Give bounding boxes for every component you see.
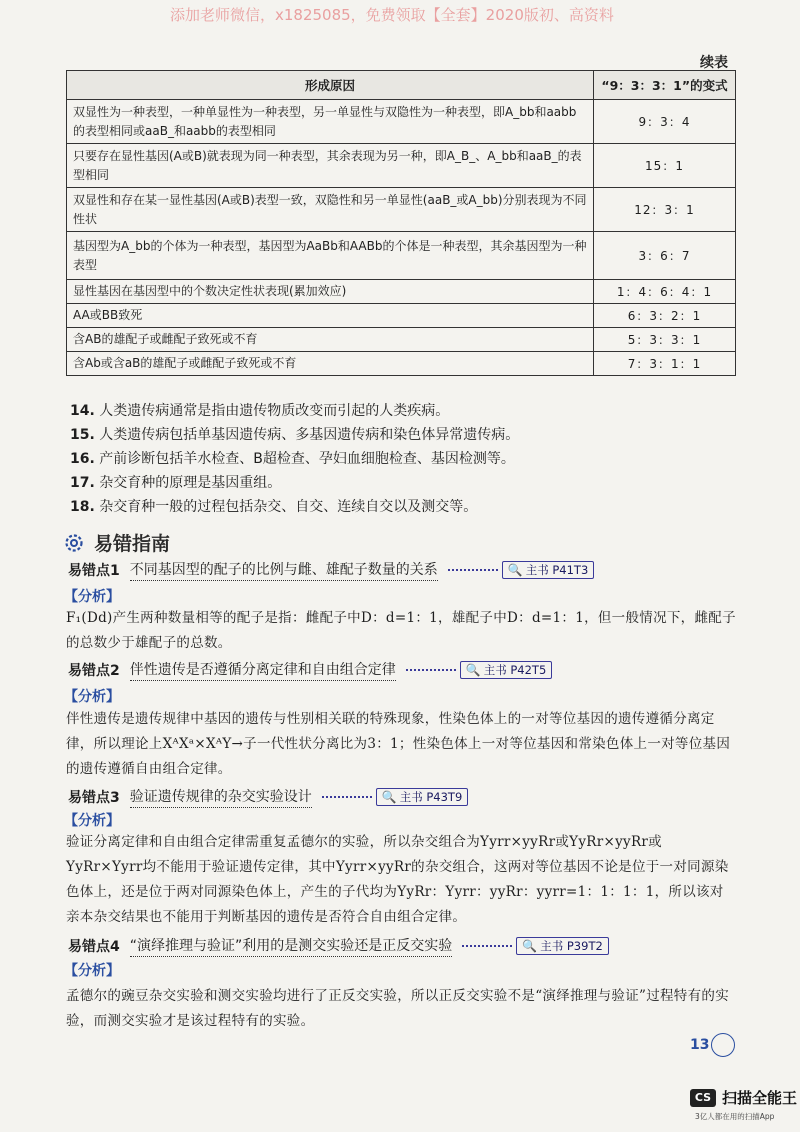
table-row	[67, 328, 736, 352]
item-text: 人类遗传病包括单基因遗传病、多基因遗传病和染色体异常遗传病。	[99, 427, 520, 443]
magnifier-icon: 🔍	[465, 663, 481, 677]
table-row	[67, 232, 736, 280]
book-reference[interactable]	[376, 788, 469, 806]
cs-logo-icon: CS	[690, 1089, 716, 1107]
item-text: 人类遗传病通常是指由遗传物质改变而引起的人类疾病。	[99, 403, 450, 419]
table-cell-cause: 双显性和存在某一显性基因(A或B)表型一致，双隐性和另一单显性(aaB_或A_bb)分别表现为不同性状	[67, 188, 594, 232]
table-cell-ratio: 6：3：2：1	[594, 304, 736, 328]
analysis-label: 【分析】	[64, 689, 120, 705]
book-reference[interactable]	[460, 661, 553, 679]
item-number: 17.	[70, 475, 95, 491]
knowledge-list	[70, 399, 740, 519]
analysis-label: 【分析】	[64, 589, 120, 605]
error-title: 验证遗传规律的杂交实验设计	[130, 786, 312, 808]
book-reference[interactable]	[516, 937, 609, 955]
analysis-label: 【分析】	[64, 813, 120, 829]
page-number-ornament	[711, 1033, 735, 1057]
table-cell-ratio: 1：4：6：4：1	[594, 280, 736, 304]
magnifier-icon: 🔍	[522, 939, 538, 953]
leader-dots	[322, 796, 372, 798]
table-row	[67, 304, 736, 328]
error-tag: 易错点1	[68, 563, 120, 579]
section-heading	[62, 529, 170, 556]
book-reference-text: 主书 P42T5	[483, 663, 547, 677]
error-point-header	[68, 659, 552, 681]
analysis-label: 【分析】	[64, 963, 120, 979]
list-item	[70, 399, 740, 423]
analysis-text: F₁(Dd)产生两种数量相等的配子是指：雌配子中D：d=1：1，雄配子中D：d=1：1，但一般情况下，雌配子的总数少于雄配子的总数。	[66, 610, 736, 651]
analysis-text: 验证分离定律和自由组合定律需重复孟德尔的实验，所以杂交组合为Yyrr×yyRr或YyRr×yyRr或YyRr×Yyrr均不能用于验证遗传定律，其中Yyrr×yyRr的杂交组合，这两对等位基因不论是位于一对同源染色体上，还是位于两对同源染色体上，产生的子代均为YyRr：Yyrr：yyRr：yyrr=1：1：1：1，所以该对亲本杂交结果也不能用于判断基因的遗传是否符合自由组合定律。	[66, 834, 729, 925]
item-number: 18.	[70, 499, 95, 515]
analysis-text: 伴性遗传是遗传规律中基因的遗传与性别相关联的特殊现象，性染色体上的一对等位基因的遗传遵循分离定律，所以理论上XᴬXᵃ×XᴬY→子一代性状分离比为3：1；性染色体上一对等位基因和常染色体上一对等位基因的遗传遵循自由组合定律。	[66, 711, 731, 777]
magnifier-icon: 🔍	[507, 563, 523, 577]
table-cell-cause: 含Ab或含aB的雄配子或雌配子致死或不育	[67, 352, 594, 376]
table-cell-ratio: 7：3：1：1	[594, 352, 736, 376]
list-item	[70, 495, 740, 519]
magnifier-icon: 🔍	[381, 790, 397, 804]
item-number: 16.	[70, 451, 95, 467]
error-tag: 易错点4	[68, 939, 120, 955]
watermark-text: 添加老师微信，x1825085，免费领取【全套】2020版初、高资料	[170, 6, 614, 24]
table-row	[67, 352, 736, 376]
table-cell-cause: AA或BB致死	[67, 304, 594, 328]
error-title: 伴性遗传是否遵循分离定律和自由组合定律	[130, 659, 396, 681]
page-number-text: 13	[690, 1037, 710, 1053]
error-title: “演绎推理与验证”利用的是测交实验还是正反交实验	[130, 935, 453, 957]
scanner-brand-logo	[690, 1087, 797, 1108]
list-item	[70, 471, 740, 495]
item-number: 15.	[70, 427, 95, 443]
error-title: 不同基因型的配子的比例与雌、雄配子数量的关系	[130, 559, 438, 581]
error-tag: 易错点2	[68, 663, 120, 679]
book-reference[interactable]	[502, 561, 595, 579]
brand-name: 扫描全能王	[722, 1089, 798, 1107]
table-header-row	[67, 71, 736, 100]
page-number	[690, 1033, 735, 1057]
table-cell-ratio: 15：1	[594, 144, 736, 188]
table-cell-ratio: 9：3：4	[594, 100, 736, 144]
error-tag: 易错点3	[68, 790, 120, 806]
item-number: 14.	[70, 403, 95, 419]
list-item	[70, 447, 740, 471]
error-point-header	[68, 935, 609, 957]
table-cell-cause: 基因型为A_bb的个体为一种表型，基因型为AaBb和AABb的个体是一种表型，其余基因型为一种表型	[67, 232, 594, 280]
item-text: 杂交育种一般的过程包括杂交、自交、连续自交以及测交等。	[99, 499, 478, 515]
leader-dots	[462, 945, 512, 947]
item-text: 杂交育种的原理是基因重组。	[99, 475, 282, 491]
brand-slogan: 3亿人都在用的扫描App	[695, 1112, 775, 1121]
item-text: 产前诊断包括羊水检查、B超检查、孕妇血细胞检查、基因检测等。	[99, 451, 515, 467]
table-cell-cause: 双显性为一种表型，一种单显性为一种表型，另一单显性与双隐性为一种表型，即A_bb和aabb的表型相同或aaB_和aabb的表型相同	[67, 100, 594, 144]
ratio-variants-table	[66, 70, 736, 376]
error-point-header	[68, 786, 468, 808]
book-reference-text: 主书 P43T9	[399, 790, 463, 804]
table-cell-cause: 含AB的雄配子或雌配子致死或不育	[67, 328, 594, 352]
table-cell-cause: 只要存在显性基因(A或B)就表现为同一种表型，其余表现为另一种，即A_B_、A_bb和aaB_的表型相同	[67, 144, 594, 188]
table-row	[67, 144, 736, 188]
table-cell-ratio: 3：6：7	[594, 232, 736, 280]
book-reference-text: 主书 P41T3	[525, 563, 589, 577]
book-reference-text: 主书 P39T2	[540, 939, 603, 953]
leader-dots	[406, 669, 456, 671]
analysis-text: 孟德尔的豌豆杂交实验和测交实验均进行了正反交实验，所以正反交实验不是“演绎推理与验证”过程特有的实验，而测交实验才是该过程特有的实验。	[66, 988, 730, 1029]
table-cell-ratio: 5：3：3：1	[594, 328, 736, 352]
table-row	[67, 100, 736, 144]
table-row	[67, 188, 736, 232]
section-title: 易错指南	[94, 533, 171, 555]
leader-dots	[448, 569, 498, 571]
table-header-ratio: “9：3：3：1”的变式	[594, 71, 736, 100]
continued-label: 续表	[700, 55, 728, 71]
gear-icon	[62, 531, 86, 555]
table-row	[67, 280, 736, 304]
table-cell-ratio: 12：3：1	[594, 188, 736, 232]
error-point-header	[68, 559, 594, 581]
table-cell-cause: 显性基因在基因型中的个数决定性状表现(累加效应)	[67, 280, 594, 304]
table-header-cause: 形成原因	[67, 71, 594, 100]
list-item	[70, 423, 740, 447]
